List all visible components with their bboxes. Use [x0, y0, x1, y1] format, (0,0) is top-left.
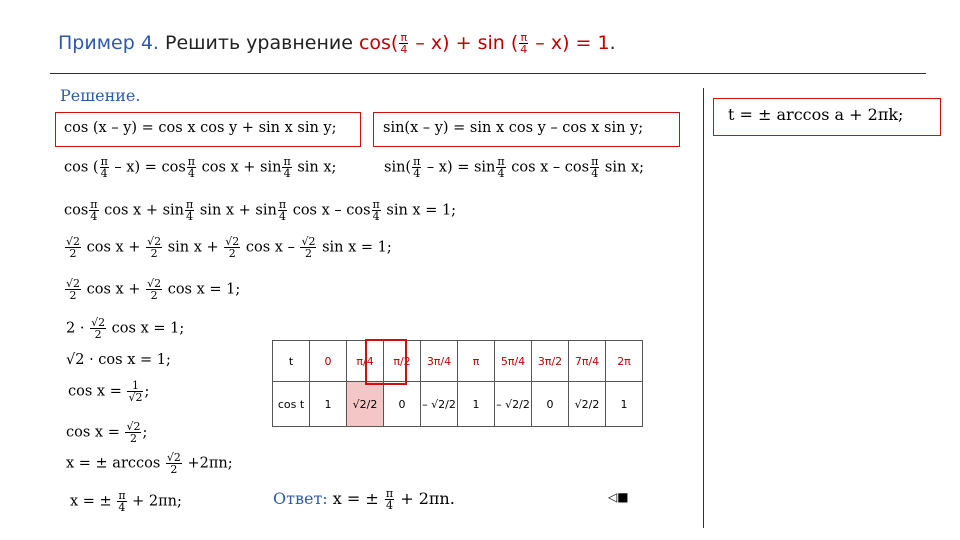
- cos-identity: cos (x – y) = cos x cos y + sin x sin y;: [64, 120, 337, 136]
- slide-title: Пример 4. Решить уравнение cos( $\frac{\pi}{4}$ – x) + sin ( $\frac{\pi}{4}$ – x) = 1.: [58, 31, 616, 56]
- table-cell: 7π/4: [569, 341, 606, 382]
- table-cell: √2/2: [569, 382, 606, 427]
- vertical-divider: [703, 88, 704, 528]
- table-cell-highlighted: √2/2: [347, 382, 384, 427]
- table-cell: 2π: [606, 341, 643, 382]
- title-divider: [50, 73, 926, 74]
- solution-label: Решение.: [60, 86, 141, 105]
- step-solution: x = ± $\frac{\pi}{4}$ + 2πn;: [70, 489, 182, 514]
- step-cos-equals-sqrt2-2: cos x = $\frac{√2}{2}$ ;: [66, 420, 148, 445]
- nav-icon[interactable]: ◁■: [608, 490, 629, 504]
- table-cell: π/2: [384, 341, 421, 382]
- answer-line: Ответ: x = ± $\frac{\pi}{4}$ + 2πn.: [273, 487, 455, 512]
- table-row: [273, 382, 643, 427]
- table-cell: 0: [532, 382, 569, 427]
- table-cell: 1: [606, 382, 643, 427]
- step-cos-equals-reciprocal: cos x = $\frac{1}{√2}$ ;: [68, 379, 150, 404]
- title-equation: cos( $\frac{\pi}{4}$ – x) + sin ( $\frac{\pi}{4}$ – x) = 1: [358, 31, 610, 56]
- table-cell: π/4: [347, 341, 384, 382]
- table-cell: 1: [310, 382, 347, 427]
- t-formula: t = ± arccos a + 2πk;: [728, 105, 904, 124]
- table-cell: 3π/4: [421, 341, 458, 382]
- step-combined: cos $\frac{\pi}{4}$ cos x + sin $\frac{\pi}{4}$ sin x + sin $\frac{\pi}{4}$ cos x – cos $\frac{\pi}{4}$ sin x = 1;: [64, 198, 457, 223]
- table-row: [273, 341, 643, 382]
- step-sqrt2-cos: √2 · cos x = 1;: [66, 352, 171, 368]
- table-cell: 0: [310, 341, 347, 382]
- table-cell: – √2/2: [495, 382, 532, 427]
- table-cell: 5π/4: [495, 341, 532, 382]
- step-simplified: $\frac{√2}{2}$ cos x + $\frac{√2}{2}$ cos x = 1;: [66, 277, 241, 302]
- step-arccos: x = ± arccos $\frac{√2}{2}$ +2πn;: [66, 451, 233, 476]
- table-cell: t: [273, 341, 310, 382]
- pi-over-4-highlight: [365, 339, 407, 385]
- step-sqrt-values: $\frac{√2}{2}$ cos x + $\frac{√2}{2}$ sin x + $\frac{√2}{2}$ cos x – $\frac{√2}{2}$ sin x = 1;: [66, 235, 392, 260]
- table-cell: 1: [458, 382, 495, 427]
- step-sin-expand: sin( $\frac{\pi}{4}$ – x) = sin $\frac{\pi}{4}$ cos x – cos $\frac{\pi}{4}$ sin x;: [384, 155, 645, 180]
- table-cell: – √2/2: [421, 382, 458, 427]
- cos-values-table: [272, 340, 643, 427]
- step-doubled: 2 · $\frac{√2}{2}$ cos x = 1;: [66, 316, 185, 341]
- table-cell: cos t: [273, 382, 310, 427]
- sin-identity: sin(x – y) = sin x cos y – cos x sin y;: [383, 120, 644, 136]
- table-cell: 0: [384, 382, 421, 427]
- table-cell: π: [458, 341, 495, 382]
- step-cos-expand: cos ( $\frac{\pi}{4}$ – x) = cos $\frac{\pi}{4}$ cos x + sin $\frac{\pi}{4}$ sin x;: [64, 155, 337, 180]
- table-cell: 3π/2: [532, 341, 569, 382]
